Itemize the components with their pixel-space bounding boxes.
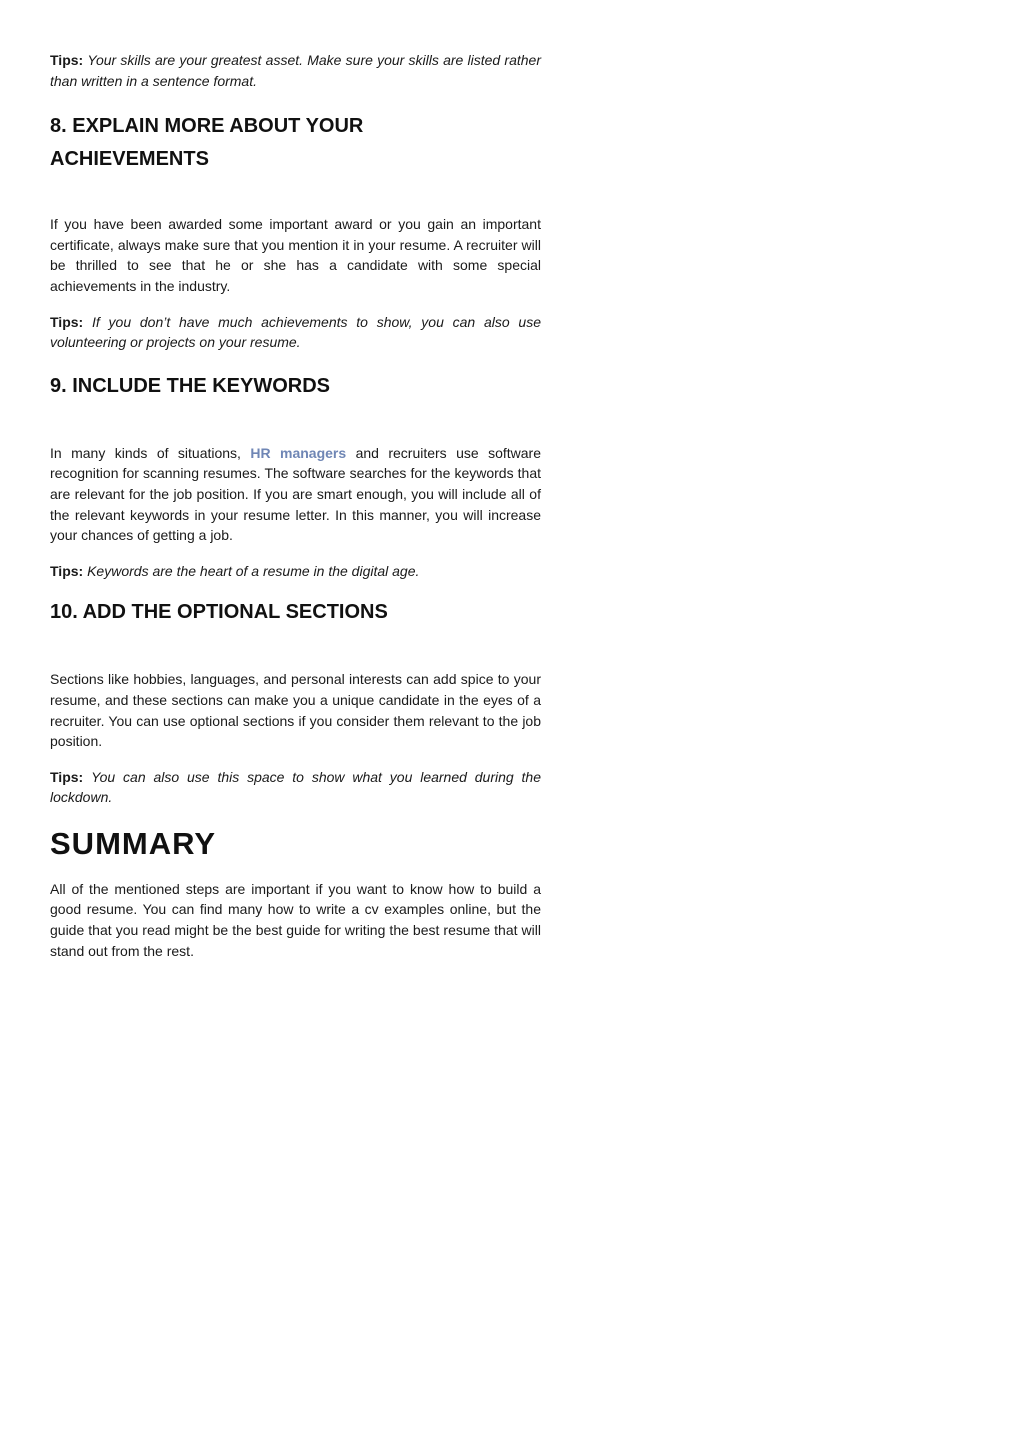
tip-achievements xyxy=(50,312,541,353)
tips-label: Tips: xyxy=(50,313,84,330)
section-8-heading xyxy=(50,110,541,176)
tip-optional-sections-text: You can also use this space to show what you learned during the lockdown. xyxy=(50,768,541,806)
section-9-body xyxy=(50,443,541,546)
document-page xyxy=(50,48,541,961)
tip-keywords-text: Keywords are the heart of a resume in the digital age. xyxy=(87,562,420,579)
tip-achievements-text: If you don’t have much achievements to show, you can also use volunteering or projects on your resume. xyxy=(50,313,542,351)
section-8-body: If you have been awarded some important award or you gain an important certificate, always make sure that you mention it in your resume. A recruiter will be thrilled to see that he or she has a candidate with some special achievements in the industry. xyxy=(50,216,541,294)
section-9-body-end: and recruiters use software recognition for scanning resumes. The software searches for the keywords that are relevant for the job position. If you are smart enough, you will include all of the relevant keywords in your resume letter. In this manner, you will increase your chances of getting a job. xyxy=(50,444,541,544)
tip-skills-text: Your skills are your greatest asset. Make sure your skills are listed rather than written in a sentence format. xyxy=(50,52,541,89)
summary-body: All of the mentioned steps are important if you want to know how to build a good resume. You can find many how to write a cv examples online, but the guide that you read might be the best guide for writing the best resume that will stand out from the rest. xyxy=(50,880,541,959)
tips-label: Tips: xyxy=(50,768,84,785)
section-10-heading: 10. ADD THE OPTIONAL SECTIONS xyxy=(50,601,388,624)
section-9-body-start: In many kinds of situations, xyxy=(50,444,251,461)
section-9-heading: 9. INCLUDE THE KEYWORDS xyxy=(50,374,331,397)
hr-managers-link[interactable]: HR managers xyxy=(250,444,347,461)
section-8-heading-line1: 8. EXPLAIN MORE ABOUT YOUR xyxy=(50,115,364,138)
section-10-body: Sections like hobbies, languages, and personal interests can add spice to your resume, and these sections can make you a unique candidate in the eyes of a recruiter. You can use optional sections if you consider them relevant to the job position. xyxy=(50,671,541,750)
tip-skills xyxy=(50,50,541,91)
tip-optional-sections xyxy=(50,767,541,808)
section-8-heading-line2: ACHIEVEMENTS xyxy=(50,148,209,171)
tips-label: Tips: xyxy=(50,562,84,579)
tips-label: Tips: xyxy=(50,52,84,68)
summary-heading: SUMMARY xyxy=(50,825,217,861)
tip-keywords xyxy=(50,561,541,582)
